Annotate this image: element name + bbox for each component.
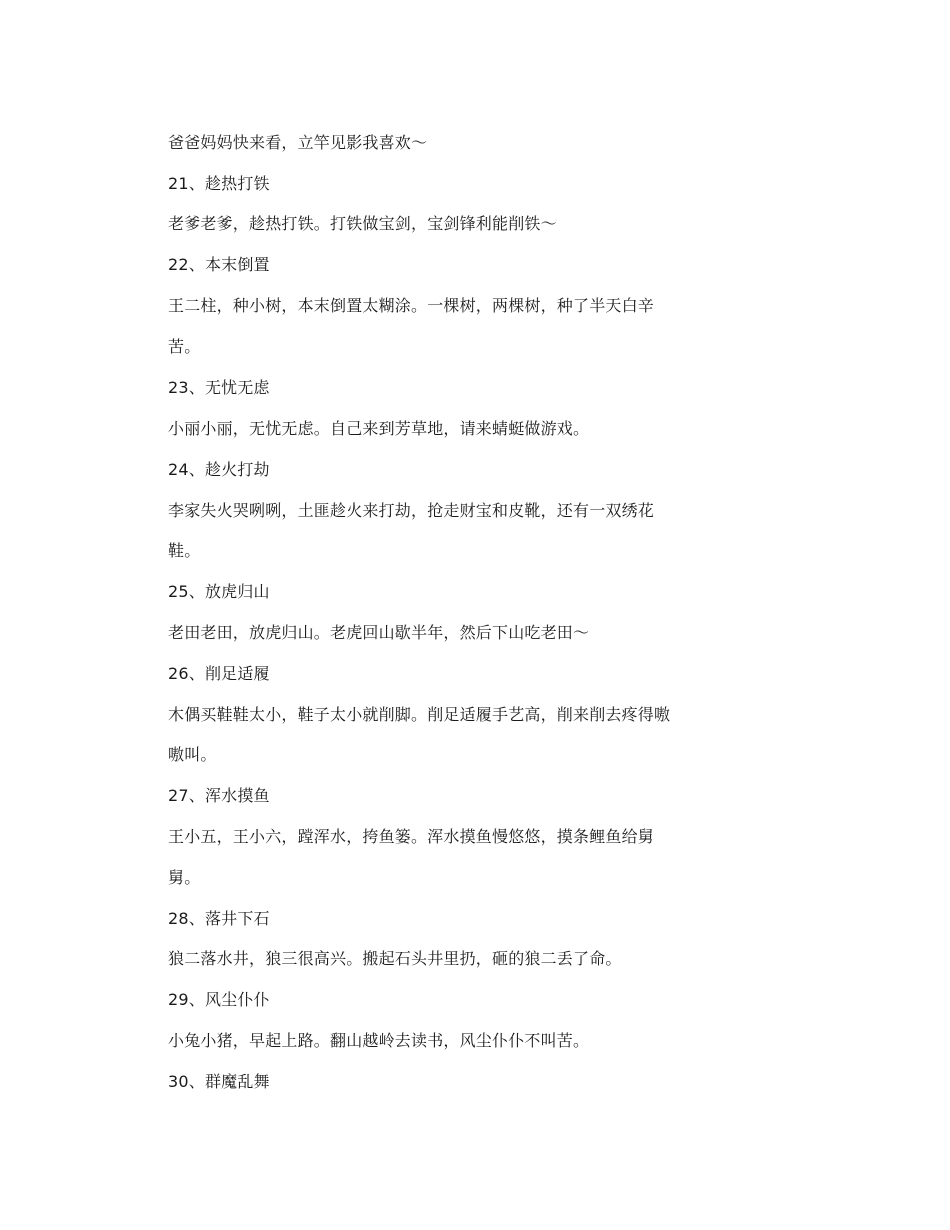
section-heading: 24、趁火打劫 — [168, 460, 270, 479]
paragraph-line: 苦。 — [168, 337, 201, 356]
paragraph-line: 嗷叫。 — [168, 745, 217, 764]
paragraph-line: 老田老田，放虎归山。老虎回山歇半年，然后下山吃老田～ — [168, 623, 590, 642]
paragraph-line: 老爹老爹，趁热打铁。打铁做宝剑，宝剑锋利能削铁～ — [168, 214, 557, 233]
paragraph-line: 狼二落水井，狼三很高兴。搬起石头井里扔，砸的狼二丢了命。 — [168, 949, 622, 968]
paragraph-line: 鞋。 — [168, 541, 201, 560]
paragraph-line: 木偶买鞋鞋太小，鞋子太小就削脚。削足适履手艺高，削来削去疼得嗷 — [168, 705, 671, 724]
paragraph-line: 爸爸妈妈快来看，立竿见影我喜欢～ — [168, 133, 428, 152]
section-heading: 28、落井下石 — [168, 909, 270, 928]
paragraph-line: 小兔小猪，早起上路。翻山越岭去读书，风尘仆仆不叫苦。 — [168, 1031, 590, 1050]
section-heading: 30、群魔乱舞 — [168, 1072, 270, 1091]
section-heading: 23、无忧无虑 — [168, 378, 270, 397]
section-heading: 27、浑水摸鱼 — [168, 786, 270, 805]
section-heading: 26、削足适履 — [168, 664, 270, 683]
paragraph-line: 舅。 — [168, 868, 201, 887]
section-heading: 21、趁热打铁 — [168, 174, 270, 193]
section-heading: 22、本末倒置 — [168, 255, 270, 274]
section-heading: 29、风尘仆仆 — [168, 990, 270, 1009]
section-heading: 25、放虎归山 — [168, 582, 270, 601]
paragraph-line: 王二柱，种小树，本末倒置太糊涂。一棵树，两棵树，种了半天白辛 — [168, 296, 655, 315]
paragraph-line: 王小五，王小六，蹚浑水，挎鱼篓。浑水摸鱼慢悠悠，摸条鲤鱼给舅 — [168, 827, 655, 846]
paragraph-line: 李家失火哭咧咧，土匪趁火来打劫，抢走财宝和皮靴，还有一双绣花 — [168, 501, 655, 520]
paragraph-line: 小丽小丽，无忧无虑。自己来到芳草地，请来蜻蜓做游戏。 — [168, 419, 590, 438]
